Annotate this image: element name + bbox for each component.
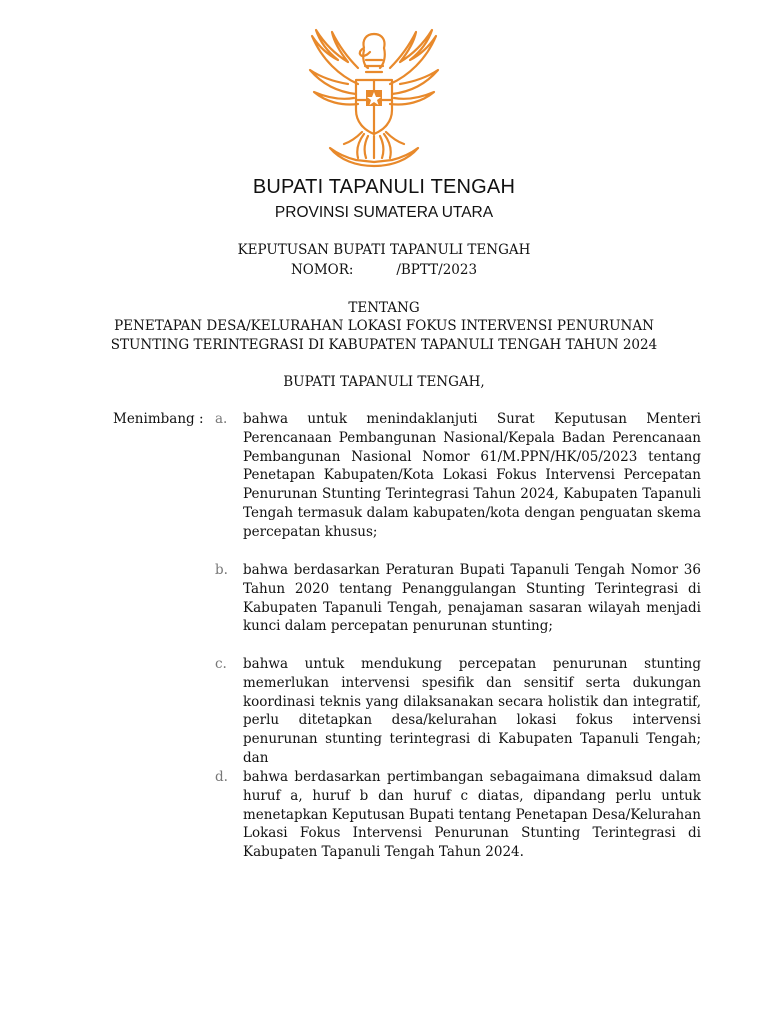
item-text: bahwa berdasarkan pertimbangan sebagaimana dimaksud dalam huruf a, huruf b dan huruf c diatas, dipandang perlu untuk menetapkan Keputusan Bupati tentang Penetapan Desa/Kelurahan Lokasi Fokus Intervensi Penurunan Stunting Terintegrasi di Kabupaten Tapanuli Tengah Tahun 2024. [243,769,701,861]
decree-number: NOMOR: /BPTT/2023 [290,262,478,278]
subject-line-2: STUNTING TERINTEGRASI DI KABUPATEN TAPANULI TENGAH TAHUN 2024 [110,337,658,353]
item-letter: d. [215,769,228,785]
item-letter: b. [215,562,228,578]
considering-label: Menimbang : [113,411,204,427]
subject-line-1: PENETAPAN DESA/KELURAHAN LOKASI FOKUS INTERVENSI PENURUNAN [114,318,654,334]
garuda-pancasila-emblem-icon [300,26,448,176]
item-letter: c. [215,656,227,672]
subject-label: TENTANG [348,300,420,316]
item-letter: a. [215,411,228,427]
issuer-line: BUPATI TAPANULI TENGAH, [283,374,485,390]
header-subtitle: PROVINSI SUMATERA UTARA [274,204,494,221]
decree-title: KEPUTUSAN BUPATI TAPANULI TENGAH [237,242,531,258]
item-text: bahwa berdasarkan Peraturan Bupati Tapanuli Tengah Nomor 36 Tahun 2020 tentang Penanggulangan Stunting Terintegrasi di Kabupaten Tapanuli Tengah, penajaman sasaran wilayah menjadi kunci dalam percepatan penurunan stunting; [243,562,701,635]
item-text: bahwa untuk menindaklanjuti Surat Keputusan Menteri Perencanaan Pembangunan Nasional/Kepala Badan Perencanaan Pembangunan Nasional Nomor 61/M.PPN/HK/05/2023 tentang Penetapan Kabupaten/Kota Lokasi Fokus Intervensi Percepatan Penurunan Stunting Terintegrasi Tahun 2024, Kabupaten Tapanuli Tengah termasuk dalam kabupaten/kota dengan penguatan skema percepatan khusus; [243,411,701,540]
header-title: BUPATI TAPANULI TENGAH [252,176,516,198]
item-text: bahwa untuk mendukung percepatan penurunan stunting memerlukan intervensi spesifik dan sensitif serta dukungan koordinasi teknis yang dilaksanakan secara holistik dan integratif, perlu ditetapkan desa/kelurahan lokasi fokus intervensi penurunan stunting terintegrasi di Kabupaten Tapanuli Tengah; dan [243,656,701,766]
